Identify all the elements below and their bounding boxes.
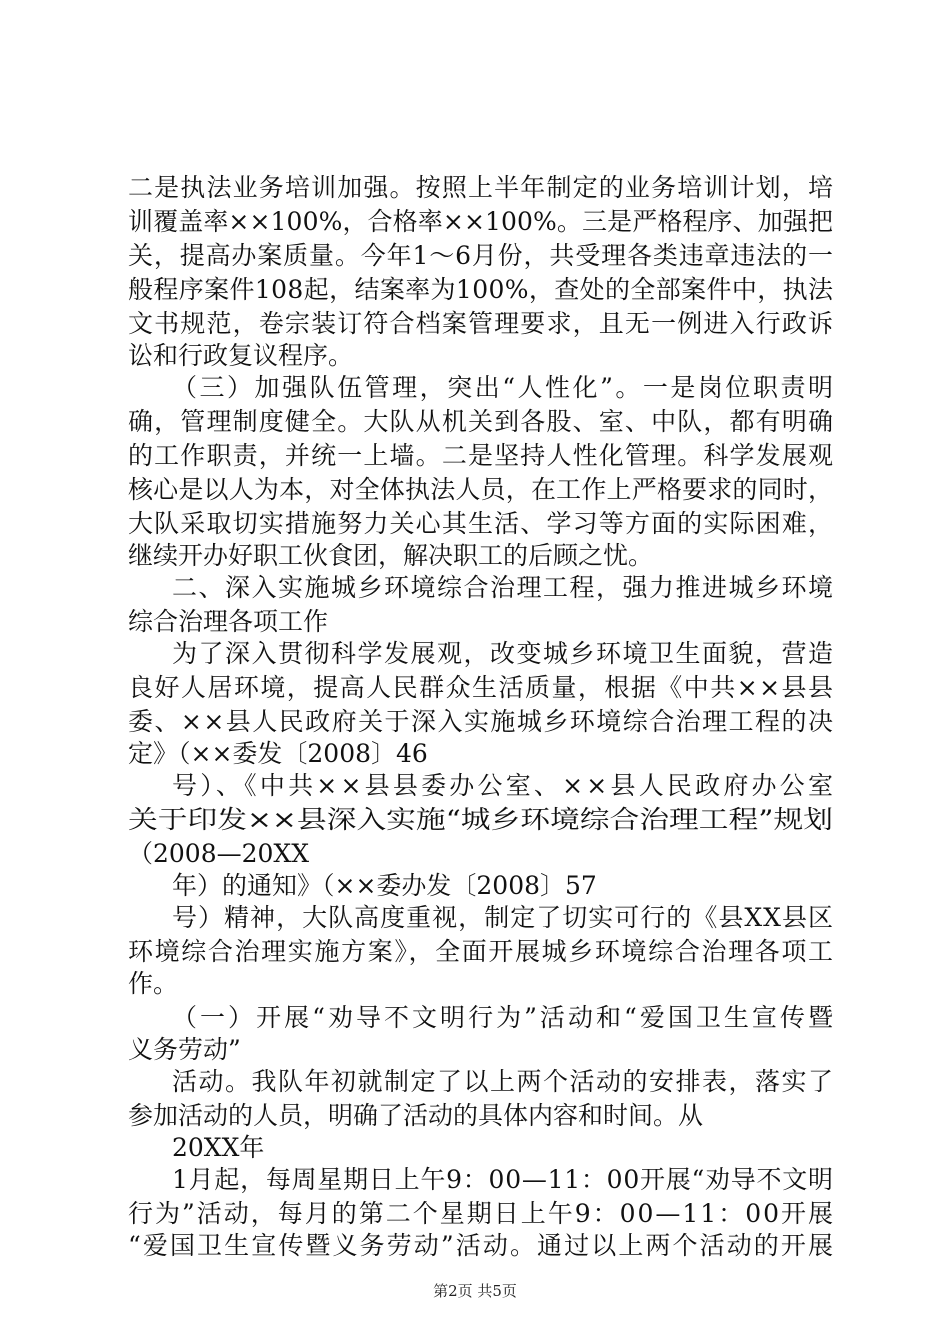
text-line: 委、××县人民政府关于深入实施城乡环境综合治理工程的决 bbox=[128, 707, 835, 736]
text-line: 为了深入贯彻科学发展观，改变城乡环境卫生面貌，营造 bbox=[172, 639, 835, 668]
text-line: 关，提高办案质量。今年1～6月份，共受理各类违章违法的一 bbox=[128, 241, 834, 270]
text-line: 定》（××委发〔2008〕46 bbox=[128, 739, 428, 768]
text-line: 讼和行政复议程序。 bbox=[128, 341, 354, 370]
text-line: 义务劳动” bbox=[128, 1035, 241, 1064]
text-line: 训覆盖率××100%，合格率××100%。三是严格程序、加强把 bbox=[128, 207, 834, 236]
text-line: 继续开办好职工伙食团，解决职工的后顾之忧。 bbox=[128, 541, 654, 570]
text-line: 的工作职责，并统一上墙。二是坚持人性化管理。科学发展观 bbox=[128, 441, 835, 470]
text-line: “爱国卫生宣传暨义务劳动”活动。通过以上两个活动的开展 bbox=[128, 1231, 836, 1260]
text-line: 般程序案件108起，结案率为100%，查处的全部案件中，执法 bbox=[128, 275, 834, 304]
text-line: 二、深入实施城乡环境综合治理工程，强力推进城乡环境 bbox=[172, 573, 835, 602]
page-footer: 第2页 共5页 bbox=[433, 1282, 517, 1300]
text-line: 良好人居环境，提高人民群众生活质量，根据《中共××县县 bbox=[128, 673, 835, 702]
text-line: （三）加强队伍管理，突出“人性化”。一是岗位职责明 bbox=[172, 373, 836, 402]
text-line: 综合治理各项工作 bbox=[128, 607, 329, 636]
text-line: 核心是以人为本，对全体执法人员，在工作上严格要求的同时， bbox=[128, 475, 834, 504]
text-line: 1月起，每周星期日上午9：00—11：00开展“劝导不文明 bbox=[172, 1165, 834, 1194]
text-line: 行为”活动，每月的第二个星期日上午9：00—11：00开展 bbox=[128, 1199, 835, 1228]
text-line: （2008—20XX bbox=[128, 839, 310, 868]
text-line: 号）精神，大队高度重视，制定了切实可行的《县XX县区 bbox=[172, 903, 835, 932]
text-line: 确，管理制度健全。大队从机关到各股、室、中队，都有明确 bbox=[128, 407, 835, 436]
text-line: 大队采取切实措施努力关心其生活、学习等方面的实际困难， bbox=[128, 509, 835, 538]
text-line: 20XX年 bbox=[172, 1133, 265, 1162]
text-line: 作。 bbox=[128, 969, 179, 998]
text-line: 环境综合治理实施方案》，全面开展城乡环境综合治理各项工 bbox=[128, 937, 835, 966]
text-line: 参加活动的人员，明确了活动的具体内容和时间。从 bbox=[128, 1101, 704, 1130]
text-line: 文书规范，卷宗装订符合档案管理要求，且无一例进入行政诉 bbox=[128, 309, 835, 338]
text-line: 关于印发××县深入实施“城乡环境综合治理工程”规划 bbox=[128, 805, 833, 834]
text-line: （一）开展“劝导不文明行为”活动和“爱国卫生宣传暨 bbox=[172, 1003, 837, 1032]
text-line: 年）的通知》（××委办发〔2008〕57 bbox=[172, 871, 597, 900]
text-line: 二是执法业务培训加强。按照上半年制定的业务培训计划，培 bbox=[128, 173, 835, 202]
text-line: 号）、《中共××县县委办公室、××县人民政府办公室 bbox=[172, 771, 837, 800]
text-line: 活动。我队年初就制定了以上两个活动的安排表，落实了 bbox=[172, 1067, 835, 1096]
